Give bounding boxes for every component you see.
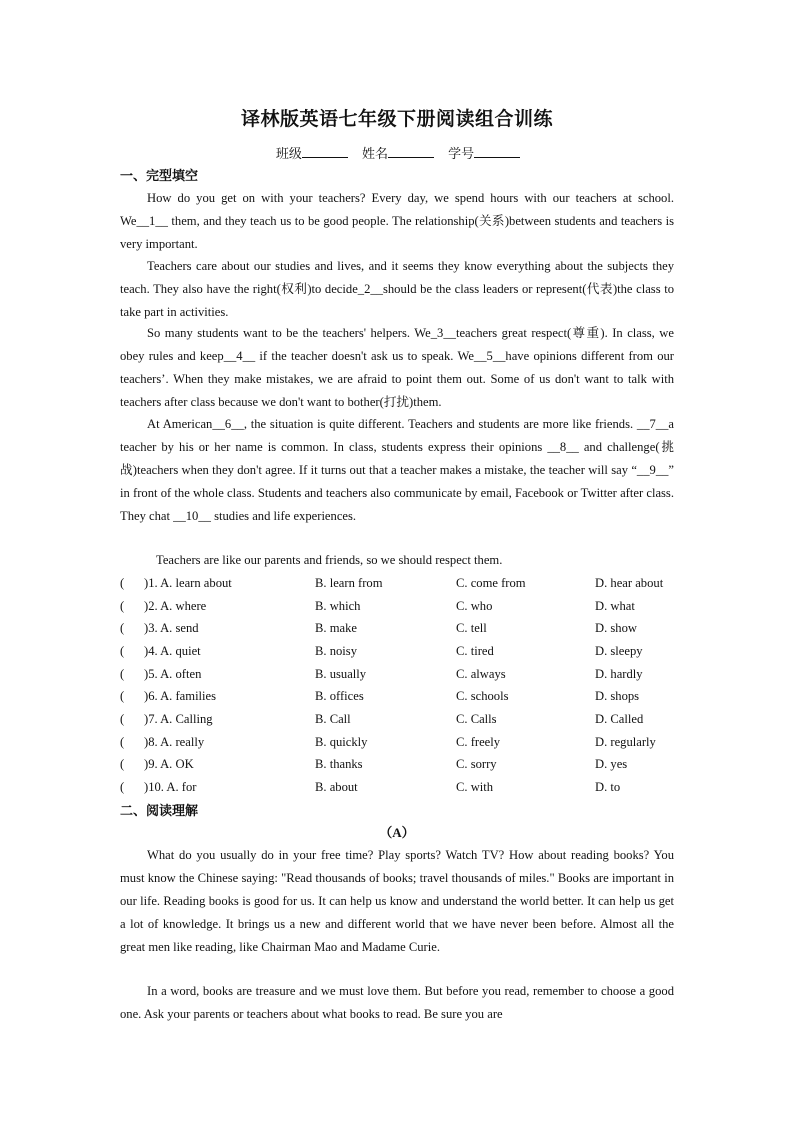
question-row <box>120 595 680 617</box>
question-option-d: D. shops <box>595 689 640 703</box>
cloze-paragraph-2: Teachers care about our studies and lives, and it seems they know everything about the subjects they teach. They also have the right(权利)to decide_2__should be the class leaders or represent(代表)the class to take part in activities. <box>120 259 674 319</box>
question-option-d: D. to <box>595 780 621 794</box>
reading-paragraph-2: In a word, books are treasure and we must love them. But before you read, remember to choose a good one. Ask your parents or teachers about what books to read. Be sure you are <box>120 984 674 1021</box>
cloze-paragraph-4: At American__6__, the situation is quite different. Teachers and students are more like friends. __7__a teacher by his or her name is common. In class, students express their opinions __8__ and challenge(挑战)teachers when they don't agree. If it turns out that a teacher makes a mistake, the teacher will say “__9__” in front of the whole class. Students and teachers also communicate by email, Facebook or Twitter after class. They chat __10__ studies and life experiences. <box>120 417 674 523</box>
question-option-a: )8. A. really <box>144 735 205 749</box>
number-blank <box>474 145 520 158</box>
question-option-d: D. hear about <box>595 576 664 590</box>
student-info-line <box>0 143 794 162</box>
question-option-a: )5. A. often <box>144 667 202 681</box>
question-row <box>120 572 680 594</box>
section-heading-cloze: 一、完型填空 <box>120 169 199 184</box>
question-option-a: )4. A. quiet <box>144 644 201 658</box>
answer-bracket: ( <box>120 712 125 726</box>
question-option-a: )7. A. Calling <box>144 712 213 726</box>
answer-bracket: ( <box>120 689 125 703</box>
question-option-d: D. what <box>595 599 635 613</box>
question-option-d: D. yes <box>595 757 628 771</box>
cloze-paragraph-3: So many students want to be the teachers' helpers. We_3__teachers great respect(尊重). In class, we obey rules and keep__4__ if the teacher doesn't ask us to speak. We__5__have opinions different from our teachers’. When they make mistakes, we are afraid to point them out. Some of us don't want to talk with teachers after class because we don't want to bother(打扰)them. <box>120 326 674 409</box>
question-option-a: )3. A. send <box>144 621 199 635</box>
question-option-a: )10. A. for <box>144 780 197 794</box>
question-option-b: B. thanks <box>315 757 363 771</box>
question-option-b: B. noisy <box>315 644 357 658</box>
question-option-b: B. which <box>315 599 361 613</box>
question-option-c: C. sorry <box>456 757 497 771</box>
name-label: 姓名 <box>361 147 388 162</box>
question-row <box>120 708 680 730</box>
question-option-c: C. tired <box>456 644 494 658</box>
page-title: 译林版英语七年级下册阅读组合训练 <box>240 108 553 130</box>
cloze-closing-line: Teachers are like our parents and friends, so we should respect them. <box>156 553 503 567</box>
question-option-c: C. who <box>456 599 493 613</box>
question-option-d: D. hardly <box>595 667 643 681</box>
reading-paragraph-1: What do you usually do in your free time? Play sports? Watch TV? How about reading books? You must know the Chinese saying: "Read thousands of books; travel thousands of miles." Books are important in our life. Reading books is good for us. It can help us know and understand the world better. It can help us get a lot of knowledge. It brings us a new and different world that we have never been before. Almost all the great men like reading, like Chairman Mao and Madame Curie. <box>120 848 674 954</box>
question-option-b: B. learn from <box>315 576 383 590</box>
question-option-b: B. quickly <box>315 735 368 749</box>
question-row <box>120 731 680 753</box>
answer-bracket: ( <box>120 621 125 635</box>
question-option-d: D. Called <box>595 712 644 726</box>
answer-bracket: ( <box>120 644 125 658</box>
class-blank <box>302 145 348 158</box>
question-option-d: D. regularly <box>595 735 656 749</box>
name-blank <box>388 145 434 158</box>
answer-bracket: ( <box>120 735 125 749</box>
question-option-b: B. Call <box>315 712 351 726</box>
question-option-b: B. make <box>315 621 357 635</box>
question-row <box>120 640 680 662</box>
answer-bracket: ( <box>120 599 125 613</box>
question-row <box>120 685 680 707</box>
question-option-c: C. schools <box>456 689 509 703</box>
question-option-d: D. show <box>595 621 637 635</box>
question-option-a: )2. A. where <box>144 599 207 613</box>
question-row <box>120 776 680 798</box>
section-heading-reading: 二、阅读理解 <box>120 804 199 819</box>
question-row <box>120 753 680 775</box>
answer-bracket: ( <box>120 576 125 590</box>
question-option-c: C. tell <box>456 621 487 635</box>
question-option-a: )9. A. OK <box>144 757 194 771</box>
cloze-paragraph-1: How do you get on with your teachers? Every day, we spend hours with our teachers at school. We__1__ them, and they teach us to be good people. The relationship(关系)between students and teachers is very important. <box>120 191 674 251</box>
question-row <box>120 663 680 685</box>
question-option-a: )6. A. families <box>144 689 217 703</box>
question-option-d: D. sleepy <box>595 644 643 658</box>
question-row <box>120 617 680 639</box>
question-option-b: B. offices <box>315 689 364 703</box>
question-option-c: C. freely <box>456 735 501 749</box>
question-option-a: )1. A. learn about <box>144 576 232 590</box>
question-option-c: C. Calls <box>456 712 497 726</box>
number-label: 学号 <box>448 147 475 162</box>
question-option-b: B. about <box>315 780 358 794</box>
answer-bracket: ( <box>120 757 125 771</box>
answer-bracket: ( <box>120 780 125 794</box>
answer-bracket: ( <box>120 667 125 681</box>
class-label: 班级 <box>275 147 302 162</box>
passage-label-a: （A） <box>379 825 415 840</box>
question-option-c: C. always <box>456 667 506 681</box>
question-option-b: B. usually <box>315 667 367 681</box>
question-option-c: C. come from <box>456 576 526 590</box>
question-option-c: C. with <box>456 780 494 794</box>
